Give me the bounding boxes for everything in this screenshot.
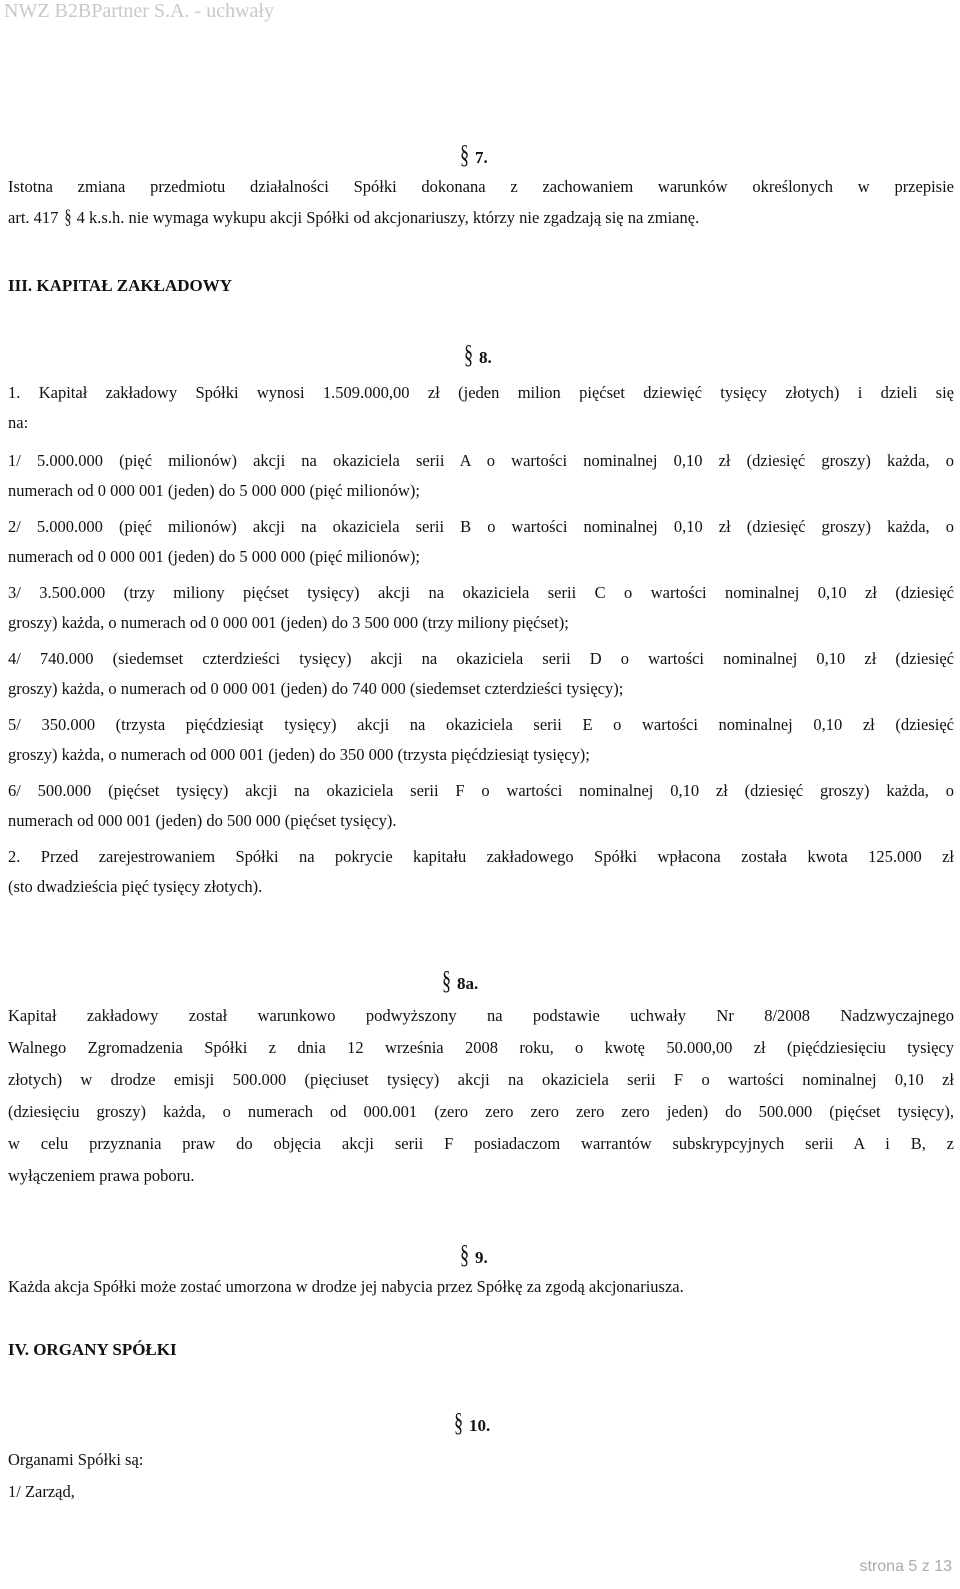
text-line: 2. Przed zarejestrowaniem Spółki na pokrycie kapitału zakładowego Spółki wpłacona została kwota 125.000 zł [8, 847, 954, 866]
section-9-mark [458, 1240, 488, 1270]
text-line: wyłączeniem prawa poboru. [8, 1166, 195, 1185]
text-line: złotych) w drodze emisji 500.000 (pięciuset tysięcy) akcji na okaziciela serii F o wartości nominalnej 0,10 zł [8, 1070, 954, 1089]
text-line: na: [8, 413, 29, 432]
section-8a-mark [440, 966, 478, 996]
text-fragment: 4 k.s.h. nie wymaga wykupu akcji Spółki od akcjonariuszy, którzy nie zgadzają się na zmianę. [76, 208, 700, 227]
section-number: 8a. [457, 974, 479, 993]
list-item-line: 4/ 740.000 (siedemset czterdzieści tysięcy) akcji na okaziciela serii D o wartości nominalnej 0,10 zł (dziesięć [8, 649, 954, 668]
text-fragment: art. 417 [8, 208, 59, 227]
text-line: Istotna zmiana przedmiotu działalności Spółki dokonana z zachowaniem warunków określonych w przepisie [8, 177, 954, 196]
page-number: strona 5 z 13 [859, 1558, 952, 1575]
text-line: Każda akcja Spółki może zostać umorzona w drodze jej nabycia przez Spółkę za zgodą akcjonariusza. [8, 1277, 684, 1296]
section-number: 9. [475, 1248, 488, 1267]
list-item-line: 1/ 5.000.000 (pięć milionów) akcji na okaziciela serii A o wartości nominalnej 0,10 zł (dziesięć groszy) każda, o [8, 451, 954, 470]
list-item-line: numerach od 0 000 001 (jeden) do 5 000 000 (pięć milionów); [8, 547, 420, 566]
section-symbol: § [459, 1240, 470, 1269]
text-line: Organami Spółki są: [8, 1450, 144, 1469]
list-item-line: groszy) każda, o numerach od 0 000 001 (jeden) do 3 500 000 (trzy miliony pięćset); [8, 613, 569, 632]
list-item-line: 3/ 3.500.000 (trzy miliony pięćset tysięcy) akcji na okaziciela serii C o wartości nominalnej 0,10 zł (dziesięć [8, 583, 954, 602]
section-symbol: § [459, 140, 470, 169]
section-8-mark [462, 340, 492, 370]
text-line: (sto dwadzieścia pięć tysięcy złotych). [8, 877, 263, 896]
list-item-line: groszy) każda, o numerach od 000 001 (jeden) do 350 000 (trzysta pięćdziesiąt tysięcy); [8, 745, 590, 764]
section-10-mark [452, 1408, 490, 1438]
heading-kapital-zakladowy: III. KAPITAŁ ZAKŁADOWY [8, 276, 233, 295]
section-symbol: § [64, 206, 72, 228]
paragraph-10 [8, 1444, 954, 1508]
paragraph-8a [8, 1000, 954, 1192]
section-number: 10. [469, 1416, 491, 1435]
document-header: NWZ B2BPartner S.A. - uchwały [4, 0, 274, 22]
list-item-line: 1/ Zarząd, [8, 1482, 75, 1501]
text-line: (dziesięciu groszy) każda, o numerach od 000.001 (zero zero zero zero zero jeden) do 500.000 (pięćset tysięcy), [8, 1102, 954, 1121]
list-item-line: numerach od 0 000 001 (jeden) do 5 000 000 (pięć milionów); [8, 481, 420, 500]
list-item-line: 5/ 350.000 (trzysta pięćdziesiąt tysięcy) akcji na okaziciela serii E o wartości nominalnej 0,10 zł (dziesięć [8, 715, 954, 734]
heading-organy-spolki: IV. ORGANY SPÓŁKI [8, 1340, 177, 1359]
section-symbol: § [463, 340, 474, 369]
text-line: Kapitał zakładowy został warunkowo podwyższony na podstawie uchwały Nr 8/2008 Nadzwyczajnego [8, 1006, 954, 1025]
text-line: 1. Kapitał zakładowy Spółki wynosi 1.509.000,00 zł (jeden milion pięćset dziewięć tysięcy złotych) i dzieli się [8, 383, 954, 402]
section-number: 8. [479, 348, 492, 367]
paragraph-8 [8, 378, 954, 902]
list-item-line: 2/ 5.000.000 (pięć milionów) akcji na okaziciela serii B o wartości nominalnej 0,10 zł (dziesięć groszy) każda, o [8, 517, 954, 536]
list-item-line: 6/ 500.000 (pięćset tysięcy) akcji na okaziciela serii F o wartości nominalnej 0,10 zł (dziesięć groszy) każda, o [8, 781, 954, 800]
section-symbol: § [441, 966, 452, 995]
list-item-line: groszy) każda, o numerach od 0 000 001 (jeden) do 740 000 (siedemset czterdzieści tysięcy); [8, 679, 624, 698]
paragraph-9 [8, 1272, 954, 1302]
text-line: Walnego Zgromadzenia Spółki z dnia 12 września 2008 roku, o kwotę 50.000,00 zł (pięćdziesięciu tysięcy [8, 1038, 954, 1057]
text-line: w celu przyznania praw do objęcia akcji serii F posiadaczom warrantów subskrypcyjnych serii A i B, z [8, 1134, 954, 1153]
list-item-line: numerach od 000 001 (jeden) do 500 000 (pięćset tysięcy). [8, 811, 397, 830]
paragraph-7 [8, 172, 954, 233]
text-line [8, 202, 954, 233]
section-number: 7. [475, 148, 488, 167]
section-symbol: § [453, 1408, 464, 1437]
section-7-mark [458, 140, 488, 170]
